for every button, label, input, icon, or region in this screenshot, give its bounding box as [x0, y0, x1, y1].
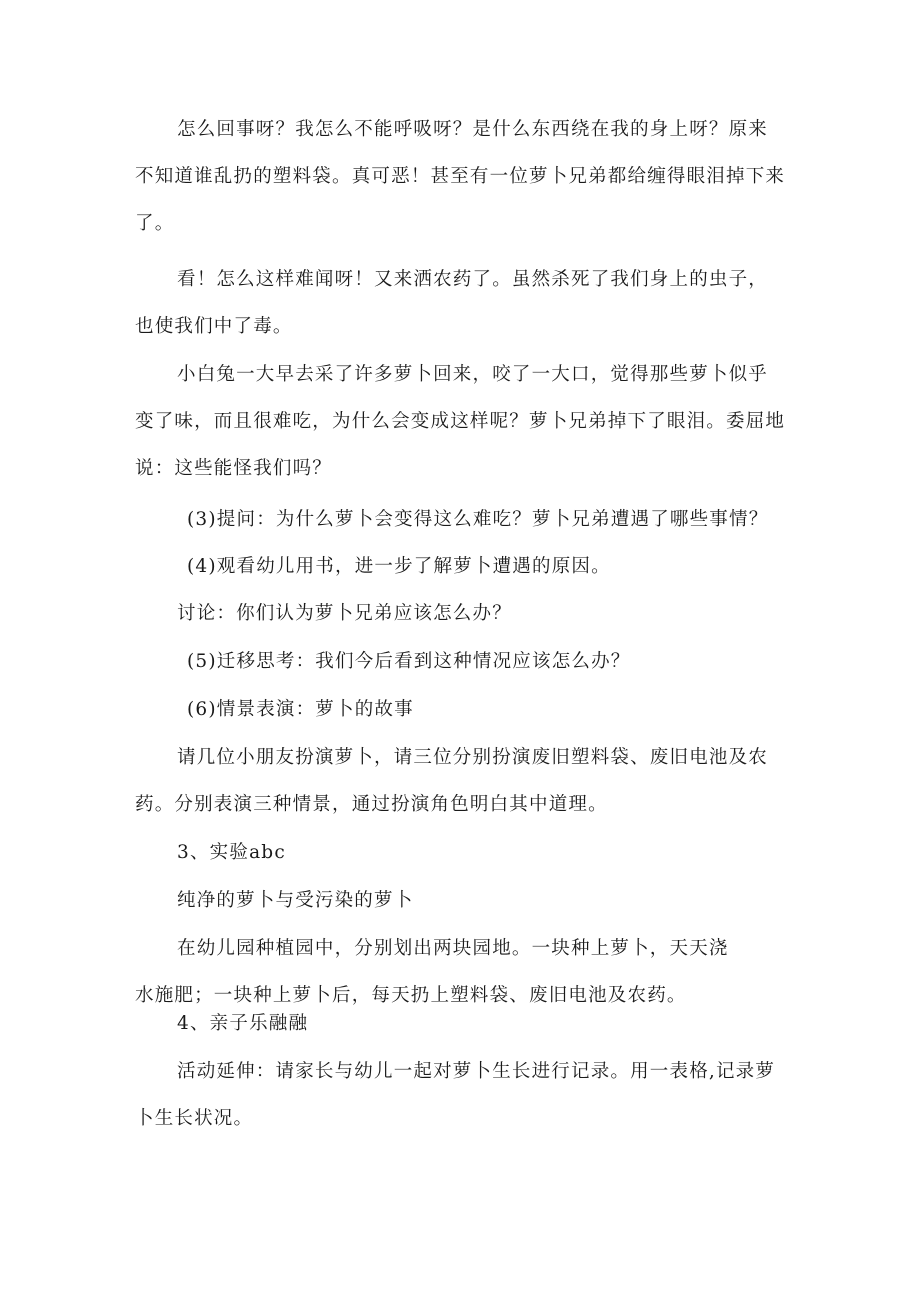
- text-line: 卜生长状况。: [135, 1108, 254, 1129]
- text-line: 不知道谁乱扔的塑料袋。真可恶！甚至有一位萝卜兄弟都给缠得眼泪掉下来: [135, 166, 786, 187]
- text-line: (3)提问：为什么萝卜会变得这么难吃？萝卜兄弟遭遇了哪些事情？: [187, 509, 769, 530]
- text-line: 3、实验abc: [177, 842, 286, 863]
- text-line: 活动延伸：请家长与幼儿一起对萝卜生长进行记录。用一表格,记录萝: [177, 1061, 776, 1082]
- text-line: 看！怎么这样难闻呀！又来洒农药了。虽然杀死了我们身上的虫子，: [177, 269, 769, 290]
- text-line: 纯净的萝卜与受污染的萝卜: [177, 890, 414, 911]
- text-line: 水施肥；一块种上萝卜后，每天扔上塑料袋、废旧电池及农药。: [135, 985, 687, 1006]
- paragraph-discussion: [0, 590, 512, 637]
- paragraph-story-breathing: [0, 106, 785, 247]
- text-line: 4、亲子乐融融: [177, 1013, 309, 1034]
- text-line: (6)情景表演：萝卜的故事: [187, 699, 414, 720]
- step-3-question: [0, 496, 768, 543]
- step-5-transfer-thinking: [0, 638, 631, 685]
- text-line: 说：这些能怪我们吗？: [135, 458, 333, 479]
- text-line: 在幼儿园种植园中，分别划出两块园地。一块种上萝卜，天天浇: [177, 938, 729, 959]
- text-line: 了。: [135, 213, 175, 234]
- text-line: (4)观看幼儿用书，进一步了解萝卜遭遇的原因。: [187, 556, 611, 577]
- paragraph-experiment-title: [0, 877, 413, 924]
- step-4-watch-book: [0, 543, 611, 590]
- paragraph-role-play-detail: [0, 734, 768, 828]
- paragraph-activity-extension: [0, 1048, 775, 1142]
- paragraph-story-pesticide: [0, 256, 768, 350]
- section-3-heading: [0, 829, 286, 876]
- text-line: 小白兔一大早去采了许多萝卜回来，咬了一大口，觉得那些萝卜似乎: [177, 364, 769, 385]
- paragraph-story-rabbit: [0, 351, 785, 492]
- text-line: 怎么回事呀？我怎么不能呼吸呀？是什么东西绕在我的身上呀？原来: [177, 119, 769, 140]
- text-line: 也使我们中了毒。: [135, 316, 293, 337]
- text-line: 变了味，而且很难吃，为什么会变成这样呢？萝卜兄弟掉下了眼泪。委屈地: [135, 411, 786, 432]
- text-line: 讨论：你们认为萝卜兄弟应该怎么办？: [177, 603, 512, 624]
- section-4-heading: [0, 1000, 308, 1047]
- text-line: (5)迁移思考：我们今后看到这种情况应该怎么办？: [187, 651, 631, 672]
- step-6-role-play: [0, 686, 414, 733]
- text-line: 药。分别表演三种情景，通过扮演角色明白其中道理。: [135, 794, 608, 815]
- text-line: 请几位小朋友扮演萝卜，请三位分别扮演废旧塑料袋、废旧电池及农: [177, 747, 769, 768]
